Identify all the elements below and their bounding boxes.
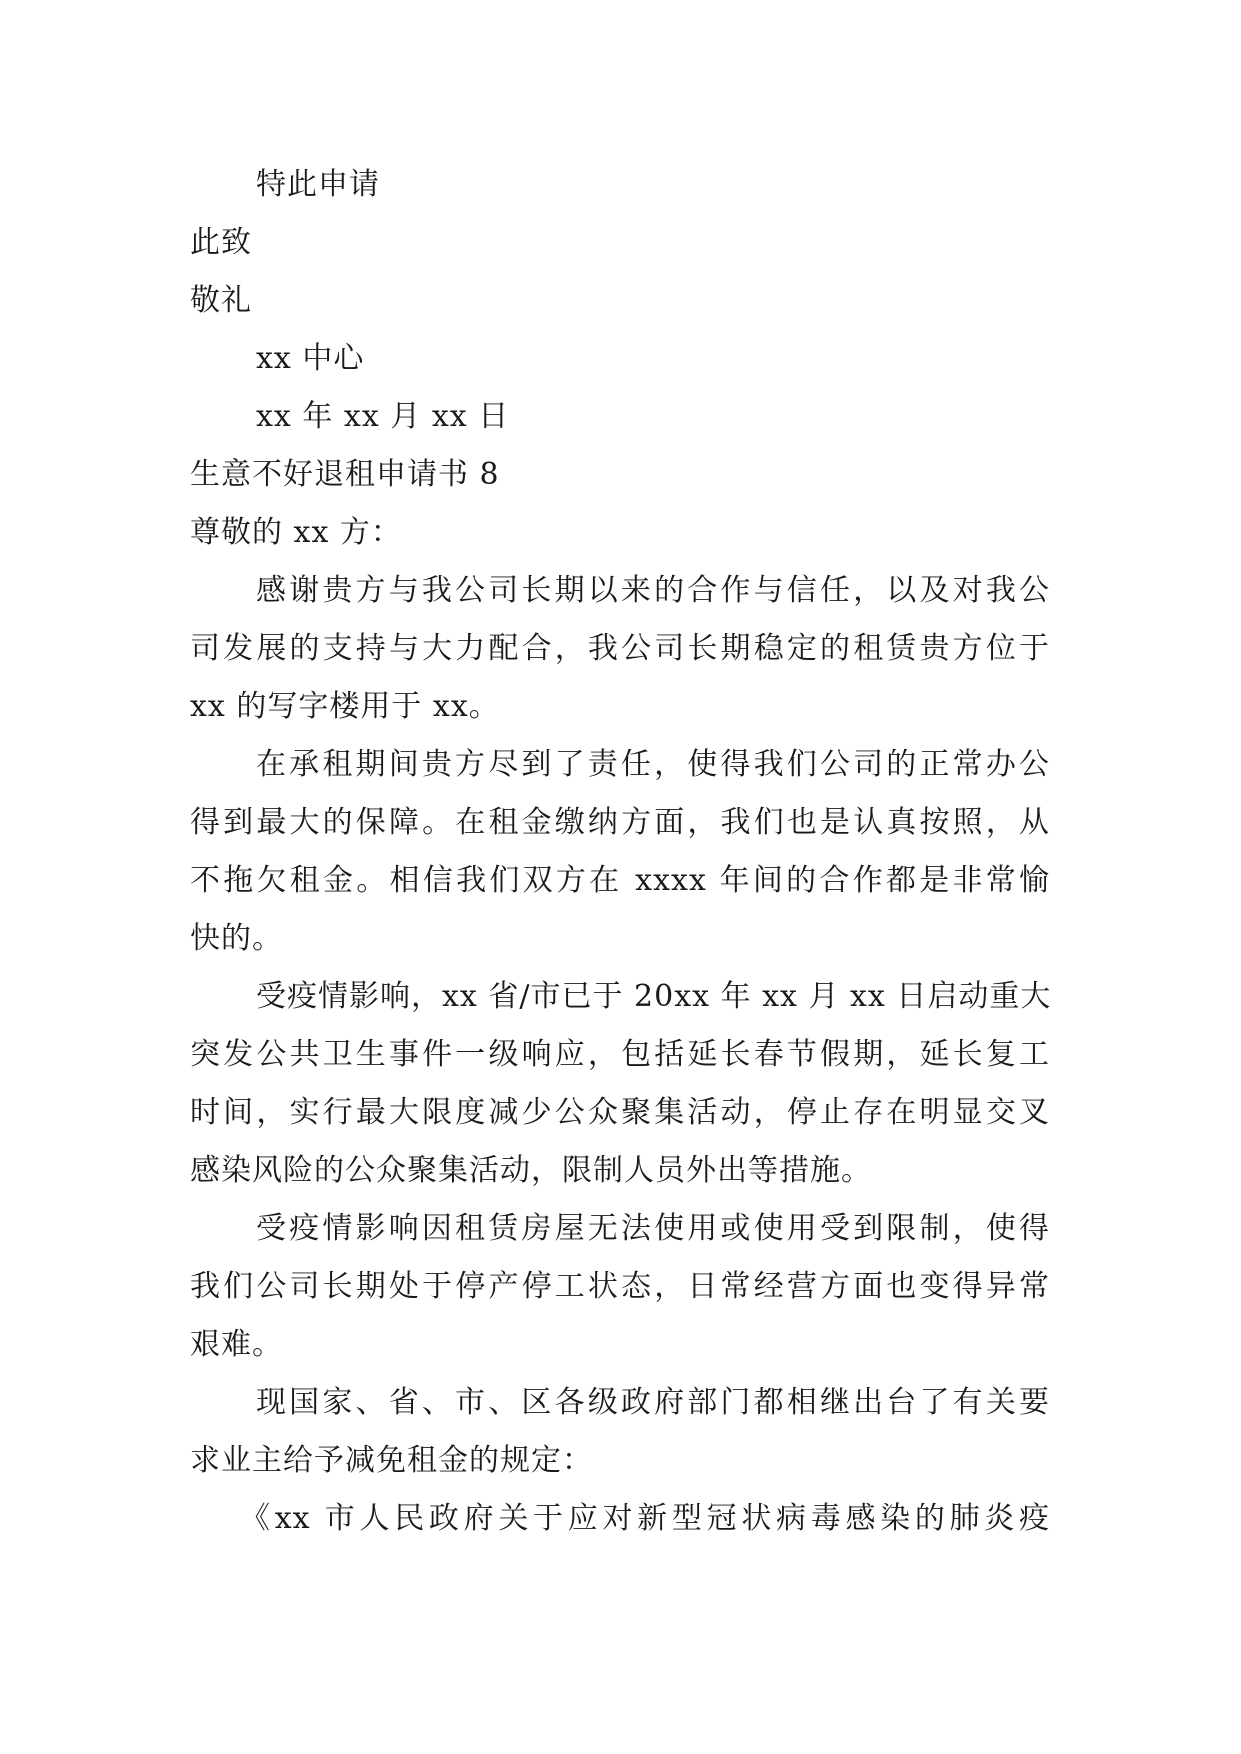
closing-request: 特此申请 — [256, 167, 380, 202]
paragraph-line: 受疫情影响，xx 省/市已于 20xx 年 xx 月 xx 日启动重大 — [256, 979, 1052, 1014]
signature-sender: xx 中心 — [256, 341, 365, 376]
paragraph-line: 突发公共卫生事件一级响应，包括延长春节假期，延长复工 — [190, 1037, 1050, 1072]
paragraph-line: xx 的写字楼用于 xx。 — [190, 689, 500, 724]
section-title: 生意不好退租申请书 8 — [190, 457, 500, 492]
paragraph-line: 不拖欠租金。相信我们双方在 xxxx 年间的合作都是非常愉 — [190, 863, 1050, 898]
signature-date: xx 年 xx 月 xx 日 — [256, 399, 510, 434]
paragraph-line: 时间，实行最大限度减少公众聚集活动，停止存在明显交叉 — [190, 1095, 1050, 1130]
paragraph-line: 艰难。 — [190, 1327, 283, 1362]
paragraph-line: 受疫情影响因租赁房屋无法使用或使用受到限制，使得 — [256, 1211, 1050, 1246]
paragraph-line: 现国家、省、市、区各级政府部门都相继出台了有关要 — [256, 1385, 1050, 1420]
paragraph-line: 在承租期间贵方尽到了责任，使得我们公司的正常办公 — [256, 747, 1050, 782]
paragraph-line: 得到最大的保障。在租金缴纳方面，我们也是认真按照，从 — [190, 805, 1050, 840]
salutation-cizhi: 此致 — [190, 225, 252, 260]
paragraph-line: 我们公司长期处于停产停工状态，日常经营方面也变得异常 — [190, 1269, 1050, 1304]
paragraph-line: 快的。 — [190, 921, 283, 956]
salutation-jingli: 敬礼 — [190, 283, 252, 318]
paragraph-line: 《xx 市人民政府关于应对新型冠状病毒感染的肺炎疫 — [240, 1501, 1050, 1536]
paragraph-line: 求业主给予减免租金的规定： — [190, 1443, 593, 1478]
paragraph-line: 感染风险的公众聚集活动，限制人员外出等措施。 — [190, 1153, 872, 1188]
addressee: 尊敬的 xx 方： — [190, 515, 402, 550]
paragraph-line: 司发展的支持与大力配合，我公司长期稳定的租赁贵方位于 — [190, 631, 1050, 666]
paragraph-line: 感谢贵方与我公司长期以来的合作与信任，以及对我公 — [256, 573, 1050, 608]
